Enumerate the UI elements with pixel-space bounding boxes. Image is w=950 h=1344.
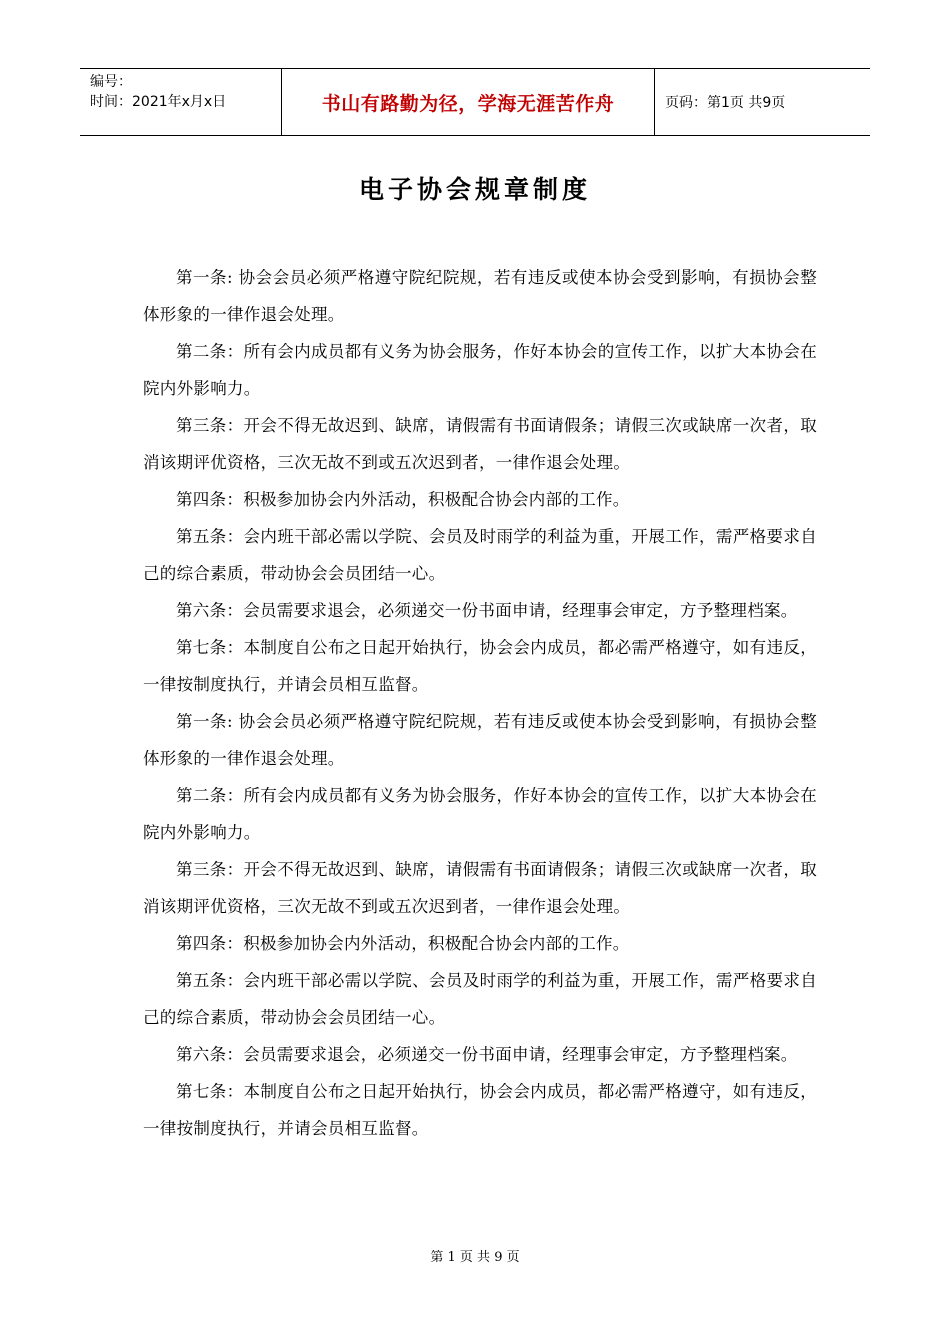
article-paragraph: 第四条：积极参加协会内外活动，积极配合协会内部的工作。 [176, 490, 630, 509]
time-label: 时间：2021年x月x日 [90, 94, 227, 110]
article-paragraph: 第四条：积极参加协会内外活动，积极配合协会内部的工作。 [176, 934, 630, 953]
header-meta [80, 69, 281, 135]
article-paragraph: 第三条：开会不得无故迟到、缺席，请假需有书面请假条；请假三次或缺席一次者，取消该期评优资格，三次无故不到或五次迟到者，一律作退会处理。 [143, 416, 817, 472]
article-paragraph: 第七条：本制度自公布之日起开始执行，协会会内成员，都必需严格遵守，如有违反，一律按制度执行，并请会员相互监督。 [143, 1082, 817, 1138]
article-paragraph: 第二条：所有会内成员都有义务为协会服务，作好本协会的宣传工作，以扩大本协会在院内外影响力。 [143, 342, 817, 398]
article-paragraph: 第一条: 协会会员必须严格遵守院纪院规，若有违反或使本协会受到影响，有损协会整体形象的一律作退会处理。 [143, 712, 817, 768]
header-motto: 书山有路勤为径，学海无涯苦作舟 [281, 69, 655, 135]
article-paragraph: 第六条：会员需要求退会，必须递交一份书面申请，经理事会审定，方予整理档案。 [176, 601, 798, 620]
document-body [143, 259, 817, 1147]
article-paragraph: 第一条: 协会会员必须严格遵守院纪院规，若有违反或使本协会受到影响，有损协会整体形象的一律作退会处理。 [143, 268, 817, 324]
header-page-info: 页码：第1页 共9页 [665, 95, 786, 111]
document-title: 电子协会规章制度 [358, 175, 591, 204]
page-footer: 第 1 页 共 9 页 [430, 1250, 520, 1265]
article-paragraph: 第七条：本制度自公布之日起开始执行，协会会内成员，都必需严格遵守，如有违反，一律按制度执行，并请会员相互监督。 [143, 638, 817, 694]
article-paragraph: 第六条：会员需要求退会，必须递交一份书面申请，经理事会审定，方予整理档案。 [176, 1045, 798, 1064]
article-paragraph: 第三条：开会不得无故迟到、缺席，请假需有书面请假条；请假三次或缺席一次者，取消该期评优资格，三次无故不到或五次迟到者，一律作退会处理。 [143, 860, 817, 916]
page-header [80, 68, 870, 136]
article-paragraph: 第五条：会内班干部必需以学院、会员及时雨学的利益为重，开展工作，需严格要求自己的综合素质，带动协会会员团结一心。 [143, 971, 817, 1027]
number-label: 编号： [90, 74, 132, 90]
article-paragraph: 第五条：会内班干部必需以学院、会员及时雨学的利益为重，开展工作，需严格要求自己的综合素质，带动协会会员团结一心。 [143, 527, 817, 583]
article-paragraph: 第二条：所有会内成员都有义务为协会服务，作好本协会的宣传工作，以扩大本协会在院内外影响力。 [143, 786, 817, 842]
